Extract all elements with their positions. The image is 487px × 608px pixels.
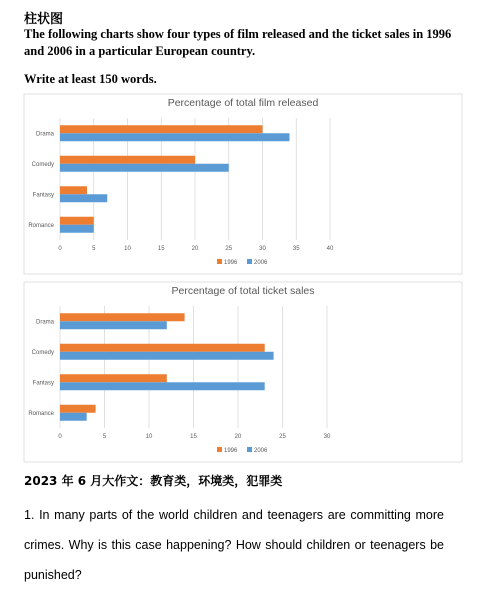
x-tick-label: 35 xyxy=(292,246,300,252)
x-tick-label: 10 xyxy=(124,246,131,252)
legend-swatch xyxy=(247,447,252,452)
task-description: The following charts show four types of film released and the ticket sales in 1996 and 2006 in a particular European country. xyxy=(24,27,452,58)
bar-1996-drama xyxy=(60,313,185,321)
legend-label: 2006 xyxy=(254,260,268,266)
bar-2006-comedy xyxy=(60,164,229,172)
legend-swatch xyxy=(217,259,222,264)
chart-frame xyxy=(24,282,462,462)
bar-1996-romance xyxy=(60,405,96,413)
x-tick-label: 5 xyxy=(92,246,96,252)
legend-label: 1996 xyxy=(224,448,238,454)
bar-1996-drama xyxy=(60,125,263,133)
bar-2006-fantasy xyxy=(60,194,107,202)
word-requirement: Write at least 150 words. xyxy=(24,72,157,86)
x-tick-label: 0 xyxy=(58,434,62,440)
bar-2006-drama xyxy=(60,321,167,329)
bar-1996-comedy xyxy=(60,344,265,352)
ticket-sales-chart xyxy=(0,280,487,465)
category-label: Drama xyxy=(35,319,54,326)
section-title: 2023 年 6 月大作文：教育类，环境类，犯罪类 xyxy=(24,474,283,488)
bar-1996-fantasy xyxy=(60,186,87,194)
legend-swatch xyxy=(247,259,252,264)
category-label: Drama xyxy=(35,131,54,138)
bar-2006-drama xyxy=(60,133,290,141)
bar-1996-fantasy xyxy=(60,374,167,382)
chart-title: Percentage of total film released xyxy=(167,97,319,109)
bar-2006-comedy xyxy=(60,352,274,360)
category-label: Romance xyxy=(28,410,54,417)
legend-label: 1996 xyxy=(224,260,238,266)
category-label: Comedy xyxy=(31,161,54,168)
x-tick-label: 30 xyxy=(323,434,331,440)
x-tick-label: 30 xyxy=(259,246,266,252)
category-label: Fantasy xyxy=(32,380,54,387)
x-tick-label: 25 xyxy=(279,434,286,440)
category-label: Romance xyxy=(28,222,54,229)
chart-frame xyxy=(24,94,462,274)
x-tick-label: 20 xyxy=(191,246,199,252)
x-tick-label: 40 xyxy=(326,246,334,252)
x-tick-label: 25 xyxy=(225,246,233,252)
film-released-chart xyxy=(0,92,487,277)
x-tick-label: 15 xyxy=(190,434,197,440)
bar-2006-romance xyxy=(60,413,87,421)
x-tick-label: 5 xyxy=(102,434,107,440)
chart-title: Percentage of total ticket sales xyxy=(171,285,315,297)
x-tick-label: 15 xyxy=(157,246,165,252)
legend-label: 2006 xyxy=(254,448,268,454)
legend-swatch xyxy=(217,447,222,452)
essay-question: 1. In many parts of the world children and teenagers are committing more crimes. Why is this case happening? How should children or teenagers be punished? xyxy=(24,508,444,582)
bar-2006-fantasy xyxy=(60,382,265,390)
x-tick-label: 10 xyxy=(145,434,153,440)
x-tick-label: 0 xyxy=(58,246,62,252)
category-label: Comedy xyxy=(31,349,54,356)
bar-1996-comedy xyxy=(60,156,195,164)
x-tick-label: 20 xyxy=(234,434,242,440)
bar-2006-romance xyxy=(60,225,94,233)
category-label: Fantasy xyxy=(32,192,54,199)
page-heading: 柱状图 xyxy=(24,12,64,27)
bar-1996-romance xyxy=(60,217,94,225)
